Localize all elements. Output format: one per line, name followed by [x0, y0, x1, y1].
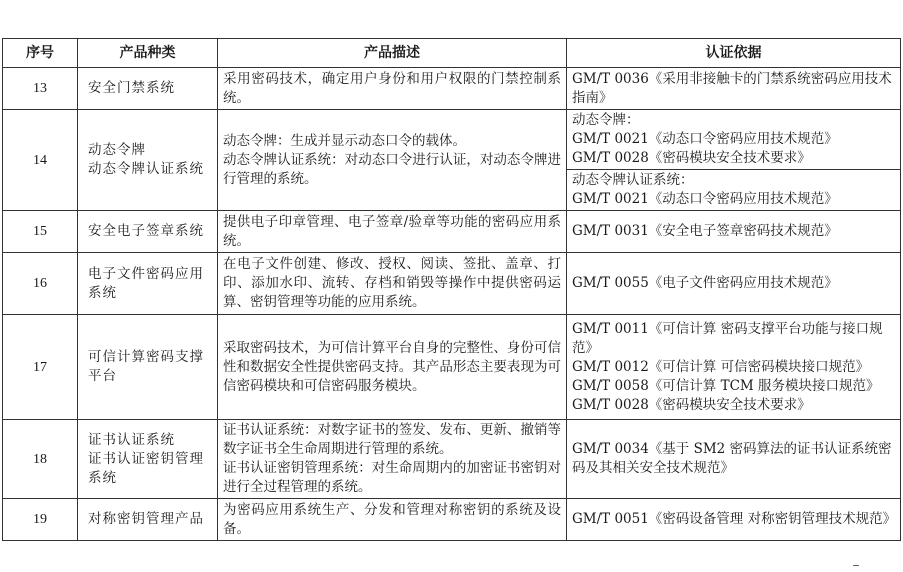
- product-description-cell: [218, 315, 567, 420]
- product-description-line: 动态令牌认证系统：对动态口令进行认证，对动态令牌进行管理的系统。: [223, 151, 561, 187]
- basis-block: [567, 439, 900, 479]
- page-edge-mark: [853, 565, 859, 566]
- standard-reference: GM/T 0012《可信计算 可信密码模块接口规范》: [572, 358, 870, 375]
- standard-reference: GM/T 0031《安全电子签章密码技术规范》: [572, 223, 838, 239]
- standard-reference: GM/T 0021《动态口令密码应用技术规范》: [572, 191, 838, 207]
- certification-basis-cell: [567, 499, 901, 541]
- row-number: 13: [3, 68, 78, 110]
- table-row: [3, 499, 901, 541]
- product-description-cell: [218, 68, 567, 110]
- header-certification-basis: 认证依据: [567, 39, 901, 68]
- standard-reference: GM/T 0051《密码设备管理 对称密钥管理技术规范》: [572, 511, 897, 527]
- product-type-cell: [78, 110, 218, 211]
- certification-basis-cell: [567, 315, 901, 420]
- row-number: 17: [3, 315, 78, 420]
- table-row: [3, 315, 901, 420]
- basis-block: [567, 110, 900, 169]
- product-description-cell: [218, 499, 567, 541]
- product-description-line: 证书认证系统：对数字证书的签发、发布、更新、撤销等数字证书全生命周期进行管理的系统。: [223, 422, 561, 457]
- product-description-line: 为密码应用系统生产、分发和管理对称密钥的系统及设备。: [223, 501, 561, 537]
- product-description-line: 在电子文件创建、修改、授权、阅读、签批、盖章、打印、添加水印、流转、存档和销毁等操作中提供密码运算、密钥管理等功能的应用系统。: [223, 256, 561, 310]
- product-description-cell: [218, 253, 567, 315]
- product-type-cell: [78, 211, 218, 253]
- product-type-cell: [78, 253, 218, 315]
- row-number: 19: [3, 499, 78, 541]
- product-type-cell: [78, 499, 218, 541]
- product-type-line: 安全电子签章系统: [88, 223, 204, 239]
- header-seq: 序号: [3, 39, 78, 68]
- product-type-cell: [78, 420, 218, 499]
- product-type-line: 电子文件密码应用系统: [88, 265, 204, 301]
- product-type-cell: [78, 315, 218, 420]
- product-description-cell: [218, 420, 567, 499]
- basis-block: [567, 273, 900, 294]
- product-description-line: 动态令牌：生成并显示动态口令的载体。: [223, 132, 466, 149]
- standard-reference: GM/T 0028《密码模块安全技术要求》: [572, 396, 811, 413]
- certification-basis-cell: [567, 211, 901, 253]
- basis-block: [567, 169, 900, 210]
- table-row: [3, 420, 901, 499]
- product-table: [2, 38, 901, 541]
- certification-basis-cell: [567, 420, 901, 499]
- product-type-line: 安全门禁系统: [88, 80, 175, 96]
- standard-reference: 动态令牌认证系统：: [572, 172, 694, 188]
- table-row: [3, 211, 901, 253]
- certification-basis-cell: [567, 110, 901, 211]
- product-description-line: 证书认证密钥管理系统：对生命周期内的加密证书密钥对进行全过程管理的系统。: [223, 460, 561, 495]
- product-description-line: 采用密码技术，确定用户身份和用户权限的门禁控制系统。: [223, 70, 561, 106]
- row-number: 18: [3, 420, 78, 499]
- table-row: [3, 110, 901, 211]
- product-type-line: 证书认证密钥管理系统: [88, 450, 204, 486]
- table-header-row: [3, 39, 901, 68]
- product-description-cell: [218, 211, 567, 253]
- row-number: 16: [3, 253, 78, 315]
- table-row: [3, 68, 901, 110]
- basis-block: [567, 221, 900, 242]
- basis-block: [567, 509, 900, 530]
- table-row: [3, 253, 901, 315]
- product-type-line: 动态令牌认证系统: [88, 161, 204, 177]
- product-type-line: 可信计算密码支撑平台: [88, 349, 204, 384]
- certification-basis-cell: [567, 253, 901, 315]
- basis-block: [567, 69, 900, 109]
- certification-basis-cell: [567, 68, 901, 110]
- product-description-cell: [218, 110, 567, 211]
- header-product-description: 产品描述: [218, 39, 567, 68]
- basis-block: [567, 319, 900, 416]
- product-type-line: 对称密钥管理产品: [88, 511, 204, 527]
- product-type-line: 动态令牌: [88, 142, 146, 158]
- standard-reference: GM/T 0028《密码模块安全技术要求》: [572, 150, 811, 166]
- product-type-cell: [78, 68, 218, 110]
- standard-reference: GM/T 0011《可信计算 密码支撑平台功能与接口规范》: [572, 320, 883, 356]
- standard-reference: GM/T 0055《电子文件密码应用技术规范》: [572, 275, 838, 291]
- row-number: 15: [3, 211, 78, 253]
- standard-reference: GM/T 0036《采用非接触卡的门禁系统密码应用技术指南》: [572, 70, 892, 106]
- product-description-line: 采取密码技术，为可信计算平台自身的完整性、身份可信性和数据安全性提供密码支持。其产品形态主要表现为可信密码模块和可信密码服务模块。: [223, 339, 561, 394]
- table-body: [3, 68, 901, 541]
- standard-reference: 动态令牌：: [572, 112, 640, 128]
- product-type-line: 证书认证系统: [88, 431, 175, 448]
- header-product-type: 产品种类: [78, 39, 218, 68]
- standard-reference: GM/T 0058《可信计算 TCM 服务模块接口规范》: [572, 377, 880, 394]
- row-number: 14: [3, 110, 78, 211]
- standard-reference: GM/T 0034《基于 SM2 密码算法的证书认证系统密码及其相关安全技术规范》: [572, 441, 892, 476]
- product-description-line: 提供电子印章管理、电子签章/验章等功能的密码应用系统。: [223, 213, 561, 249]
- standard-reference: GM/T 0021《动态口令密码应用技术规范》: [572, 131, 838, 147]
